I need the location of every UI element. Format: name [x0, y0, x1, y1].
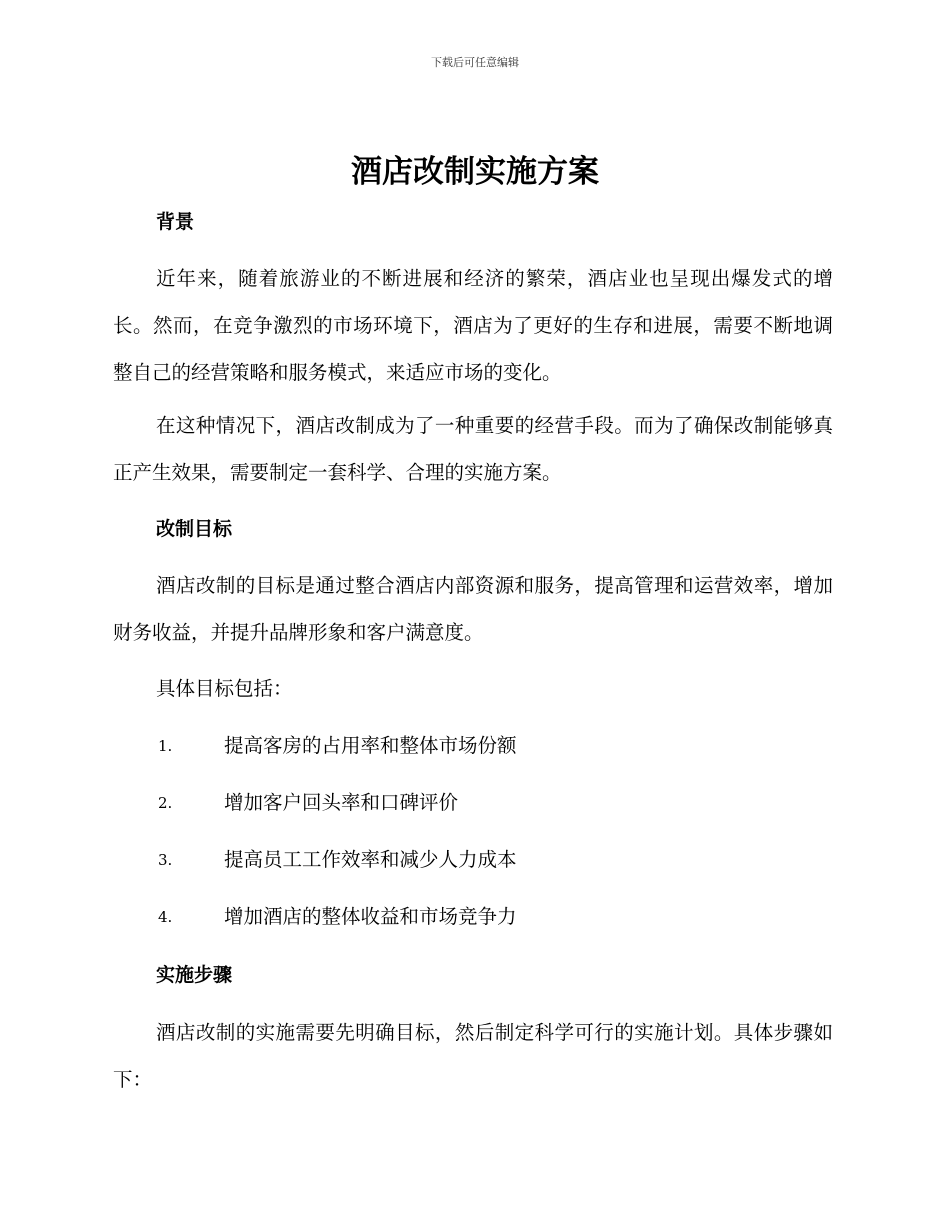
section-heading-steps: 实施步骤 [156, 964, 233, 986]
list-item-text: 提高员工工作效率和减少人力成本 [224, 848, 517, 871]
document-title: 酒店改制实施方案 [351, 154, 599, 190]
section-heading-goals: 改制目标 [156, 518, 233, 540]
list-item-text: 提高客房的占用率和整体市场份额 [224, 734, 517, 757]
list-item-number: 1. [158, 737, 173, 755]
steps-paragraph: 酒店改制的实施需要先明确目标，然后制定科学可行的实施计划。具体步骤如下： [113, 1021, 833, 1091]
background-paragraph-2: 在这种情况下，酒店改制成为了一种重要的经营手段。而为了确保改制能够真正产生效果，需要制定一套科学、合理的实施方案。 [113, 414, 833, 484]
goals-paragraph: 酒店改制的目标是通过整合酒店内部资源和服务，提高管理和运营效率，增加财务收益，并提升品牌形象和客户满意度。 [113, 574, 833, 644]
background-paragraph-1: 近年来，随着旅游业的不断进展和经济的繁荣，酒店业也呈现出爆发式的增长。然而，在竞争激烈的市场环境下，酒店为了更好的生存和进展，需要不断地调整自己的经营策略和服务模式，来适应市场的变化。 [113, 267, 833, 384]
page-header: 下载后可任意编辑 [431, 56, 519, 69]
list-item-text: 增加酒店的整体收益和市场竞争力 [224, 905, 517, 928]
list-item-text: 增加客户回头率和口碑评价 [224, 791, 459, 814]
list-item-number: 4. [158, 908, 173, 926]
list-item-number: 2. [158, 794, 173, 812]
list-item-number: 3. [158, 851, 173, 869]
goals-intro: 具体目标包括： [156, 677, 293, 700]
section-heading-background: 背景 [156, 211, 195, 233]
